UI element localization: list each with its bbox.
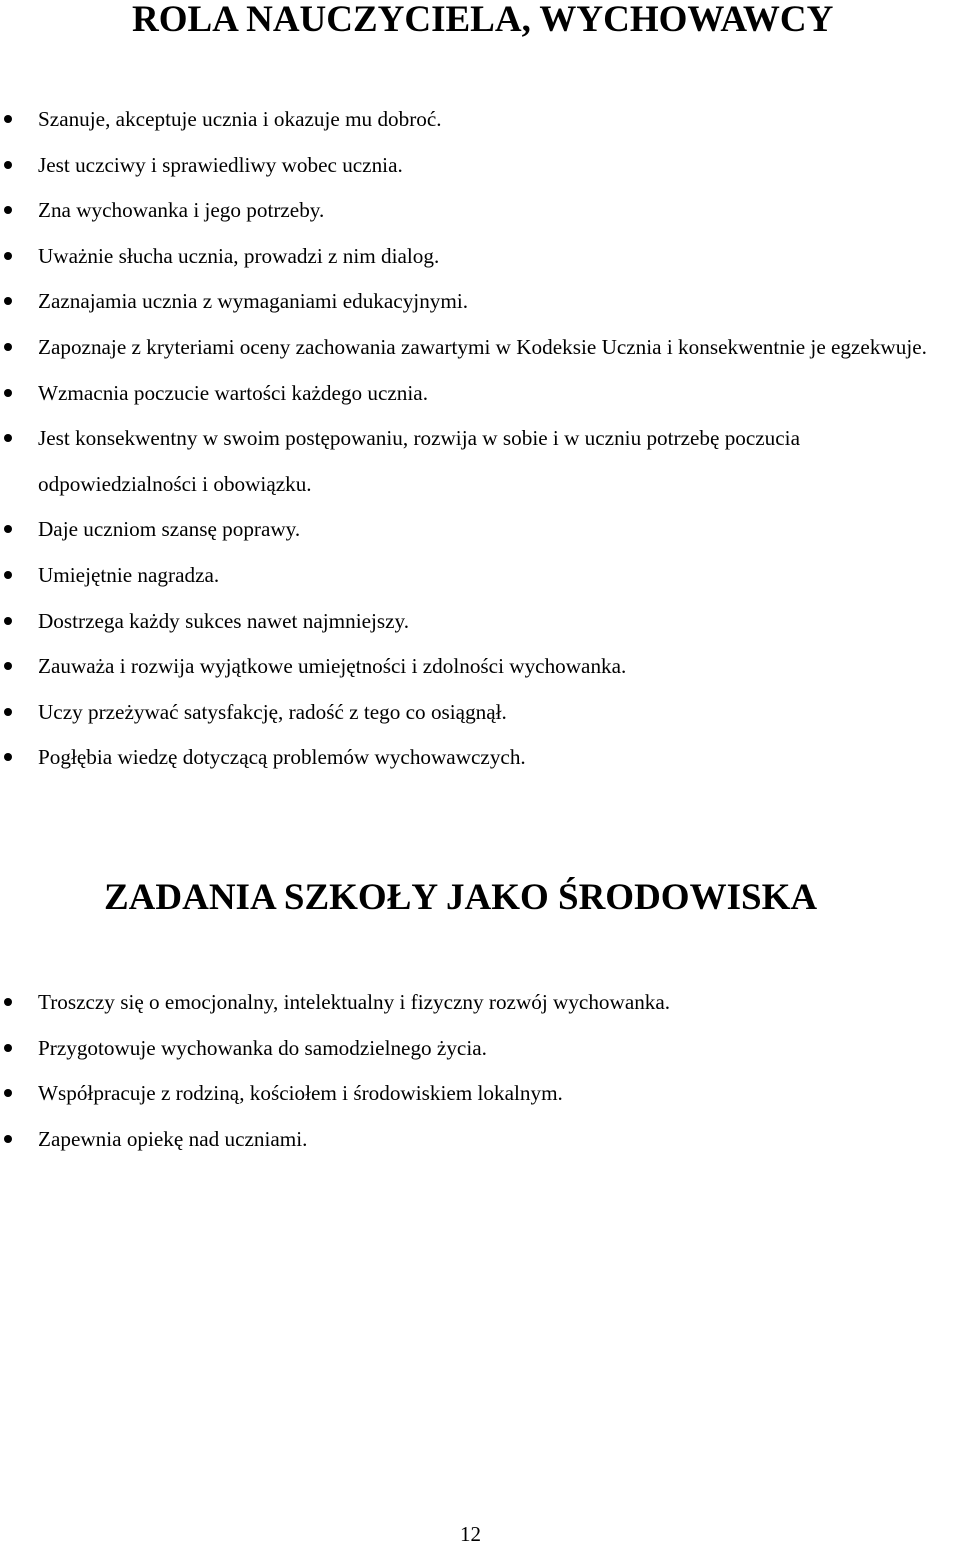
list-item — [0, 325, 960, 371]
list-item — [0, 507, 960, 553]
bullet-icon — [4, 708, 12, 716]
list-item-text: Współpracuje z rodziną, kościołem i środowiskiem lokalnym. — [38, 1081, 563, 1106]
bullet-icon — [4, 434, 12, 442]
list-item — [0, 188, 960, 234]
bullet-icon — [4, 1135, 12, 1143]
list-item — [0, 143, 960, 189]
list-item-text: Umiejętnie nagradza. — [38, 562, 220, 587]
list-item — [0, 371, 960, 417]
list-item-text: Zaznajamia ucznia z wymaganiami edukacyjnymi. — [38, 289, 469, 314]
list-item-text: Wzmacnia poczucie wartości każdego ucznia. — [38, 380, 428, 405]
list-item — [0, 599, 960, 645]
list-item-text: Szanuje, akceptuje ucznia i okazuje mu dobroć. — [38, 107, 442, 131]
bullet-icon — [4, 206, 12, 214]
list-item-text: Zapoznaje z kryteriami oceny zachowania zawartymi w Kodeksie Ucznia i konsekwentnie je egzekwuje. — [38, 334, 927, 359]
list-item-text: Dostrzega każdy sukces nawet najmniejszy. — [38, 608, 410, 633]
bullet-icon — [4, 617, 12, 625]
list-item — [0, 735, 960, 781]
section-heading-role: ROLA NAUCZYCIELA, WYCHOWAWCY — [132, 0, 834, 40]
bullet-icon — [4, 525, 12, 533]
list-item — [0, 644, 960, 690]
bullet-icon — [4, 1089, 12, 1097]
bullet-icon — [4, 389, 12, 397]
list-item — [0, 97, 960, 143]
list-item-text: Pogłębia wiedzę dotyczącą problemów wychowawczych. — [38, 745, 526, 770]
list-item — [0, 234, 960, 280]
bullet-list-role — [0, 97, 960, 781]
bullet-icon — [4, 998, 12, 1006]
list-item-text: Uczy przeżywać satysfakcję, radość z tego co osiągnął. — [38, 699, 507, 724]
bullet-icon — [4, 115, 12, 123]
list-item-text: Uważnie słucha ucznia, prowadzi z nim dialog. — [38, 243, 440, 268]
list-item — [0, 1026, 960, 1072]
list-item — [0, 980, 960, 1026]
list-item-text: Zapewnia opiekę nad uczniami. — [38, 1126, 308, 1151]
bullet-icon — [4, 571, 12, 579]
list-item-text: Zauważa i rozwija wyjątkowe umiejętności i zdolności wychowanka. — [38, 654, 627, 679]
bullet-icon — [4, 297, 12, 305]
list-item-text: Jest uczciwy i sprawiedliwy wobec ucznia. — [38, 152, 403, 177]
section-heading-school: ZADANIA SZKOŁY JAKO ŚRODOWISKA — [104, 877, 818, 918]
bullet-icon — [4, 161, 12, 169]
list-item-text: Daje uczniom szansę poprawy. — [38, 517, 301, 542]
list-item — [0, 1117, 960, 1163]
page-number: 12 — [460, 1522, 481, 1546]
bullet-list-school — [0, 980, 960, 1162]
list-item — [0, 690, 960, 736]
list-item-text: Zna wychowanka i jego potrzeby. — [38, 198, 325, 223]
list-item — [0, 1071, 960, 1117]
bullet-icon — [4, 343, 12, 351]
bullet-icon — [4, 1044, 12, 1052]
bullet-icon — [4, 662, 12, 670]
list-item-text: Troszczy się o emocjonalny, intelektualny i fizyczny rozwój wychowanka. — [38, 990, 671, 1014]
bullet-icon — [4, 252, 12, 260]
list-item — [0, 416, 960, 507]
list-item — [0, 279, 960, 325]
list-item-text: Przygotowuje wychowanka do samodzielnego życia. — [38, 1035, 487, 1060]
list-item-text: Jest konsekwentny w swoim postępowaniu, rozwija w sobie i w uczniu potrzebę poczucia odpowiedzialności i obowiązku. — [38, 426, 800, 496]
bullet-icon — [4, 753, 12, 761]
list-item — [0, 553, 960, 599]
